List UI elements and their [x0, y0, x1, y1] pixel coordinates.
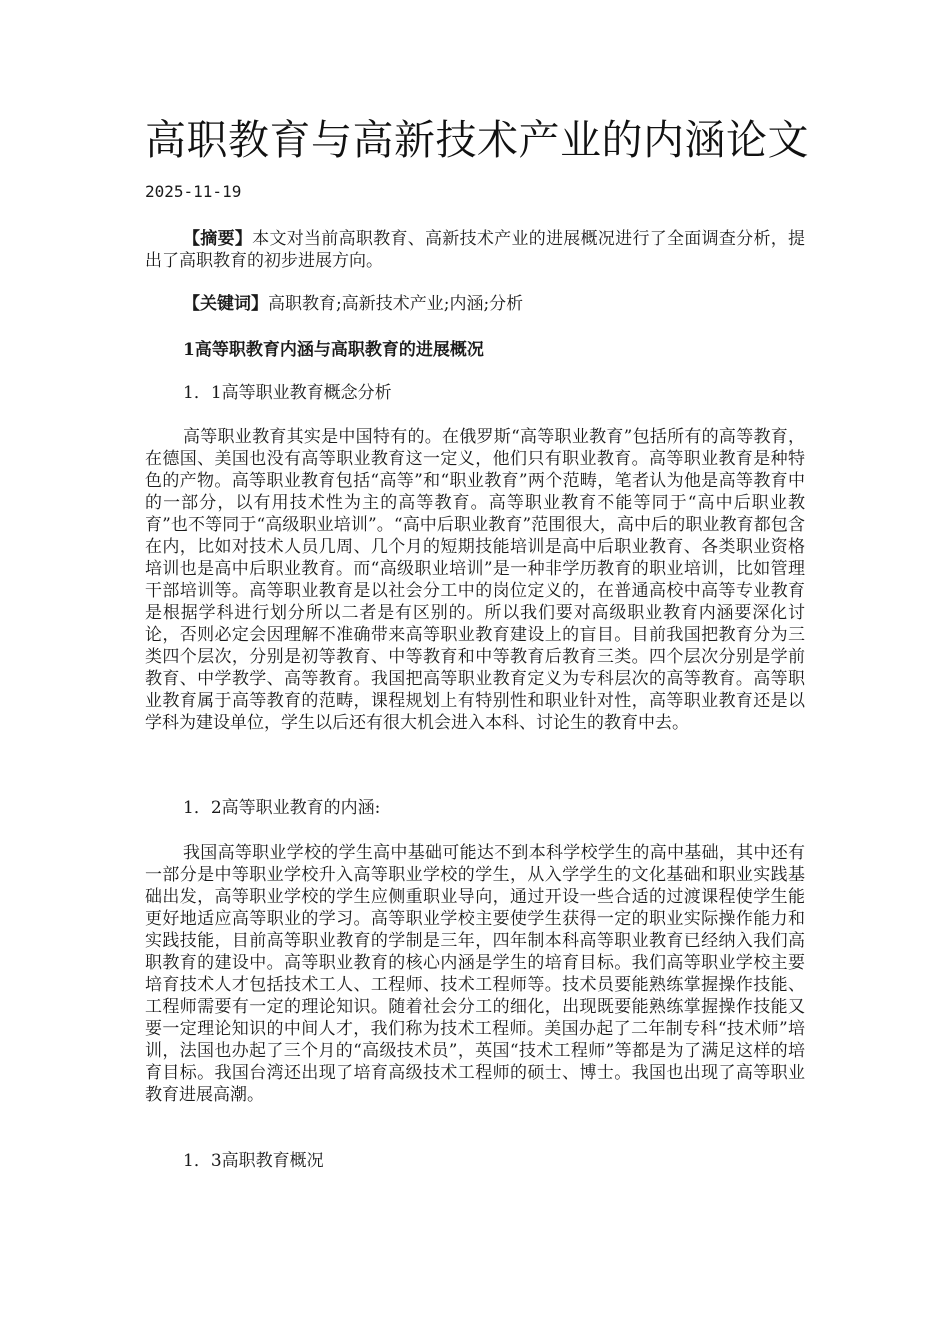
- keywords-paragraph: [145, 293, 805, 315]
- document-date: 2025-11-19: [145, 182, 242, 201]
- document-title: 高职教育与高新技术产业的内涵论文: [145, 116, 809, 164]
- subsection-1-2-body: 我国高等职业学校的学生高中基础可能达不到本科学校学生的高中基础，其中还有一部分是中等职业学校升入高等职业学校的学生，从入学学生的文化基础和职业实践基础出发，高等职业学校的学生应侧重职业导向，通过开设一些合适的过渡课程使学生能更好地适应高等职业的学习。高等职业学校主要使学生获得一定的职业实际操作能力和实践技能，目前高等职业教育的学制是三年，四年制本科高等职业教育已经纳入我们高职教育的建设中。高等职业教育的核心内涵是学生的培育目标。我们高等职业学校主要培育技术人才包括技术工人、工程师、技术工程师等。技术员要能熟练掌握操作技能、工程师需要有一定的理论知识。随着社会分工的细化，出现既要能熟练掌握操作技能又要一定理论知识的中间人才，我们称为技术工程师。美国办起了二年制专科“技术师”培训，法国也办起了三个月的“高级技术员”，英国“技术工程师”等都是为了满足这样的培育目标。我国台湾还出现了培育高级技术工程师的硕士、博士。我国也出现了高等职业教育进展高潮。: [145, 843, 805, 1105]
- subsection-1-1-body: 高等职业教育其实是中国特有的。在俄罗斯“高等职业教育”包括所有的高等教育，在德国、美国也没有高等职业教育这一定义，他们只有职业教育。高等职业教育是种特色的产物。高等职业教育包括“高等”和“职业教育”两个范畴，笔者认为他是高等教育中的一部分，以有用技术性为主的高等教育。高等职业教育不能等同于“高中后职业教育”也不等同于“高级职业培训”。“高中后职业教育”范围很大，高中后的职业教育都包含在内，比如对技术人员几周、几个月的短期技能培训是高中后职业教育、各类职业资格培训也是高中后职业教育。而“高级职业培训”是一种非学历教育的职业培训，比如管理干部培训等。高等职业教育是以社会分工中的岗位定义的，在普通高校中高等专业教育是根据学科进行划分所以二者是有区别的。所以我们要对高级职业教育内涵要深化讨论，否则必定会因理解不准确带来高等职业教育建设上的盲目。目前我国把教育分为三类四个层次，分别是初等教育、中等教育和中等教育后教育三类。四个层次分别是学前教育、中学教学、高等教育。我国把高等职业教育定义为专科层次的高等教育。高等职业教育属于高等教育的范畴，课程规划上有特别性和职业针对性，高等职业教育还是以学科为建设单位，学生以后还有很大机会进入本科、讨论生的教育中去。: [145, 427, 805, 733]
- abstract-text: 本文对当前高职教育、高新技术产业的进展概况进行了全面调查分析，提出了高职教育的初步进展方向。: [145, 229, 806, 271]
- keywords-text: 高职教育;高新技术产业;内涵;分析: [268, 294, 524, 314]
- subsection-1-1-heading: 1．1高等职业教育概念分析: [183, 383, 392, 403]
- subsection-1-2-heading: 1．2高等职业教育的内涵:: [183, 798, 381, 818]
- abstract-paragraph: [145, 228, 805, 272]
- keywords-label: 【关键词】: [183, 294, 268, 314]
- subsection-1-3-heading: 1．3高职教育概况: [183, 1151, 324, 1171]
- section-1-heading: 1高等职教育内涵与高职教育的进展概况: [183, 340, 484, 360]
- abstract-label: 【摘要】: [183, 229, 253, 249]
